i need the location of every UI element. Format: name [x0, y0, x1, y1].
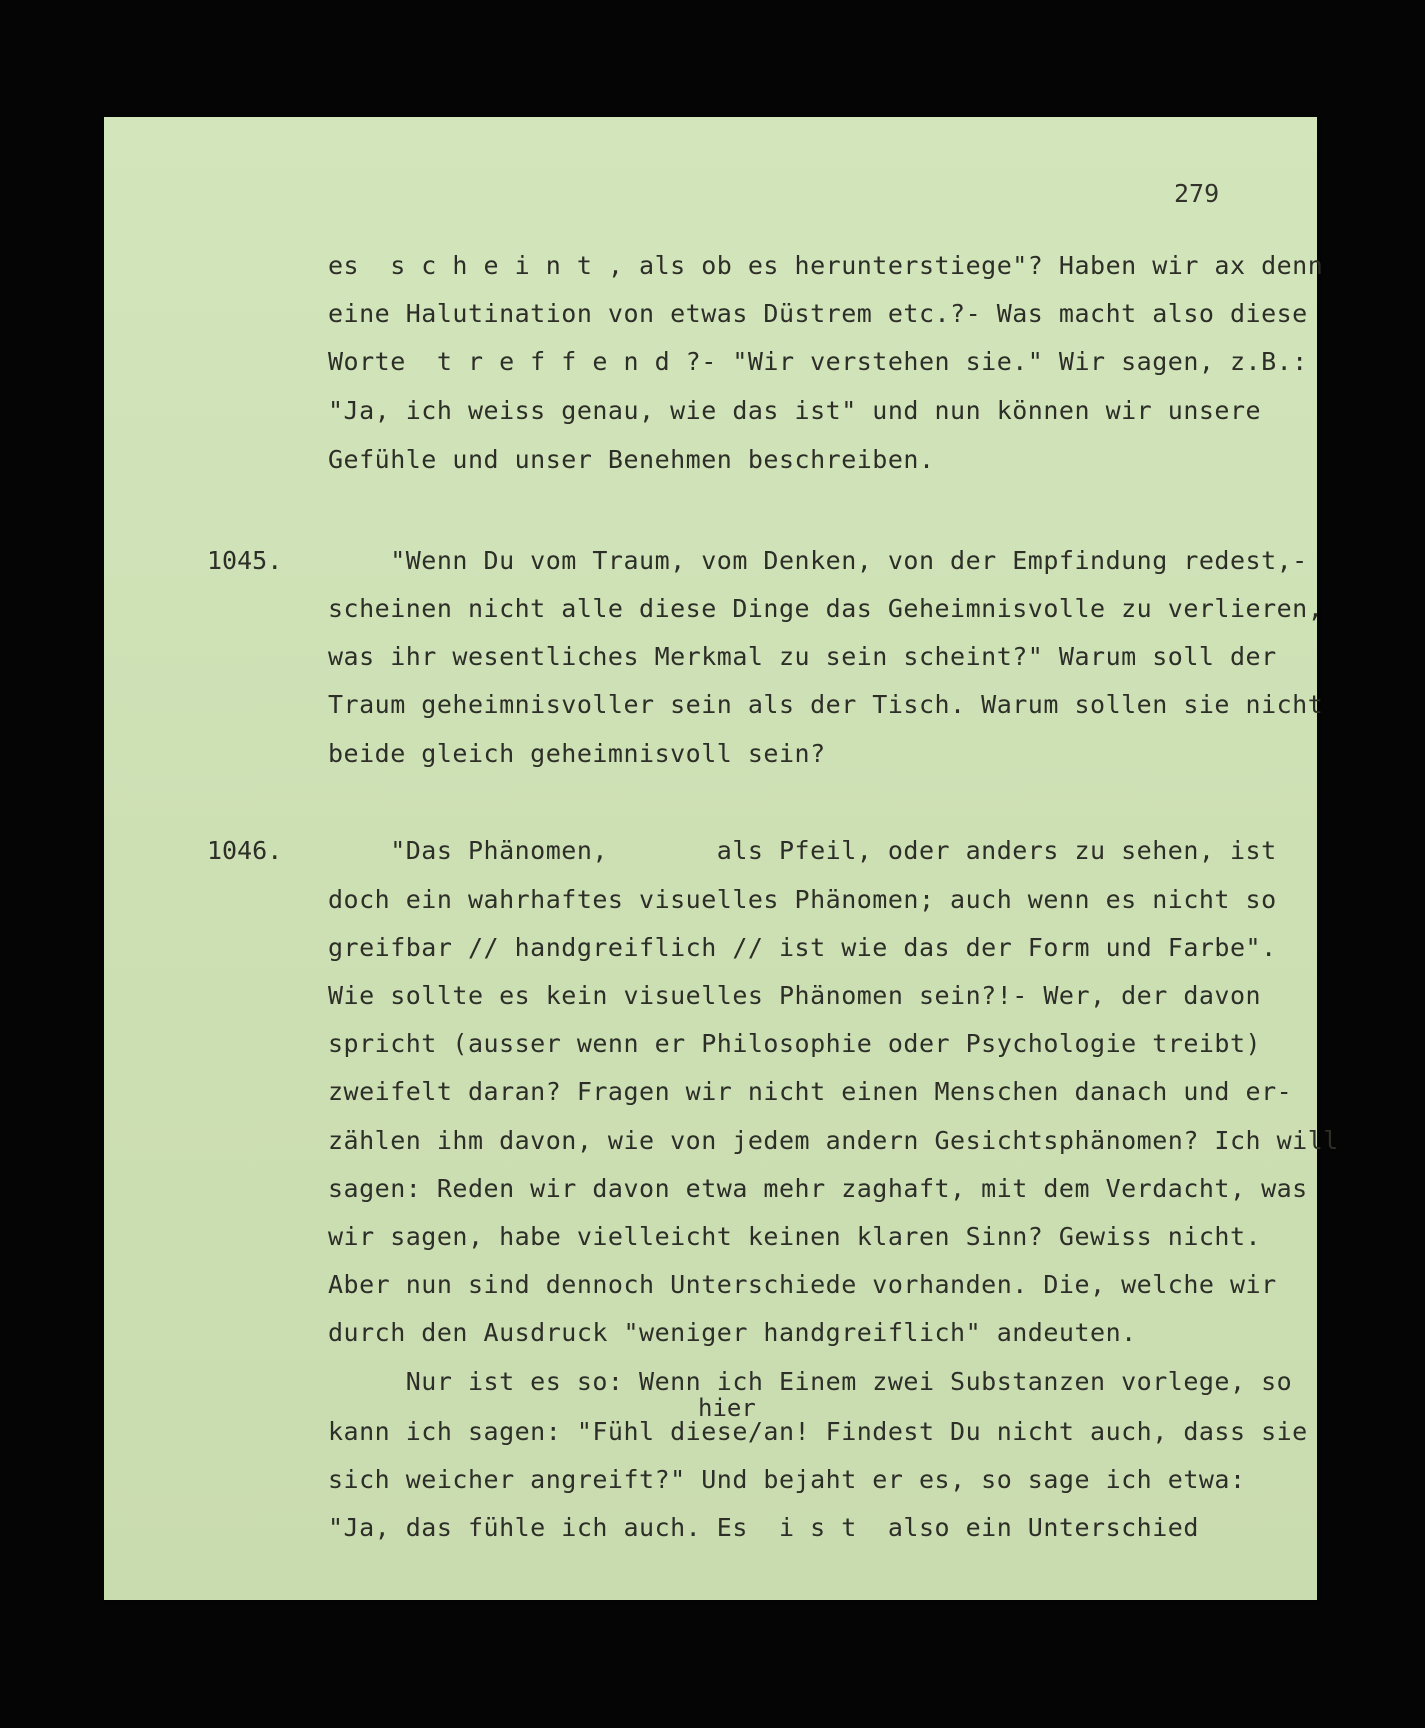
paragraph-number: 1046. [207, 836, 283, 865]
text-line: beide gleich geheimnisvoll sein? [328, 739, 826, 768]
text-line: Nur ist es so: Wenn ich Einem zwei Substanzen vorlege, so [328, 1367, 1293, 1396]
text-line: "Wenn Du vom Traum, vom Denken, von der Empfindung redest,- [328, 546, 1308, 575]
text-line: kann ich sagen: "Fühl diese/an! Findest Du nicht auch, dass sie [328, 1417, 1308, 1446]
text-line: Wie sollte es kein visuelles Phänomen sein?!- Wer, der davon [328, 981, 1262, 1010]
text-line: wir sagen, habe vielleicht keinen klaren Sinn? Gewiss nicht. [328, 1222, 1262, 1251]
typescript-page [104, 117, 1339, 1600]
text-line: Traum geheimnisvoller sein als der Tisch. Warum sollen sie nicht [328, 690, 1324, 719]
text-line: greifbar // handgreiflich // ist wie das der Form und Farbe". [328, 933, 1277, 962]
text-line: was ihr wesentliches Merkmal zu sein scheint?" Warum soll der [328, 642, 1277, 671]
text-line: zählen ihm davon, wie von jedem andern Gesichtsphänomen? Ich will [328, 1126, 1339, 1155]
text-line: durch den Ausdruck "weniger handgreiflich" andeuten. [328, 1318, 1137, 1347]
text-line: doch ein wahrhaftes visuelles Phänomen; auch wenn es nicht so [328, 885, 1277, 914]
text-line: "Ja, das fühle ich auch. Es i s t also ein Unterschied [328, 1513, 1199, 1542]
text-line: "Ja, ich weiss genau, wie das ist" und nun können wir unsere [328, 396, 1262, 425]
page-number: 279 [1174, 179, 1220, 208]
text-line: eine Halutination von etwas Düstrem etc.?- Was macht also diese [328, 299, 1308, 328]
text-line: Gefühle und unser Benehmen beschreiben. [328, 445, 935, 474]
text-line: Aber nun sind dennoch Unterschiede vorhanden. Die, welche wir [328, 1270, 1277, 1299]
text-line: es s c h e i n t , als ob es herunterstiege"? Haben wir ax denn [328, 251, 1324, 280]
text-line: Worte t r e f f e n d ?- "Wir verstehen sie." Wir sagen, z.B.: [328, 347, 1308, 376]
handwritten-insertion: hier [698, 1394, 756, 1422]
text-line: "Das Phänomen, als Pfeil, oder anders zu sehen, ist [328, 836, 1277, 865]
text-line: scheinen nicht alle diese Dinge das Geheimnisvolle zu verlieren, [328, 594, 1324, 623]
text-line: zweifelt daran? Fragen wir nicht einen Menschen danach und er- [328, 1077, 1293, 1106]
text-line: sagen: Reden wir davon etwa mehr zaghaft, mit dem Verdacht, was [328, 1174, 1308, 1203]
paragraph-number: 1045. [207, 546, 283, 575]
text-line: spricht (ausser wenn er Philosophie oder Psychologie treibt) [328, 1029, 1262, 1058]
text-line: sich weicher angreift?" Und bejaht er es, so sage ich etwa: [328, 1465, 1246, 1494]
